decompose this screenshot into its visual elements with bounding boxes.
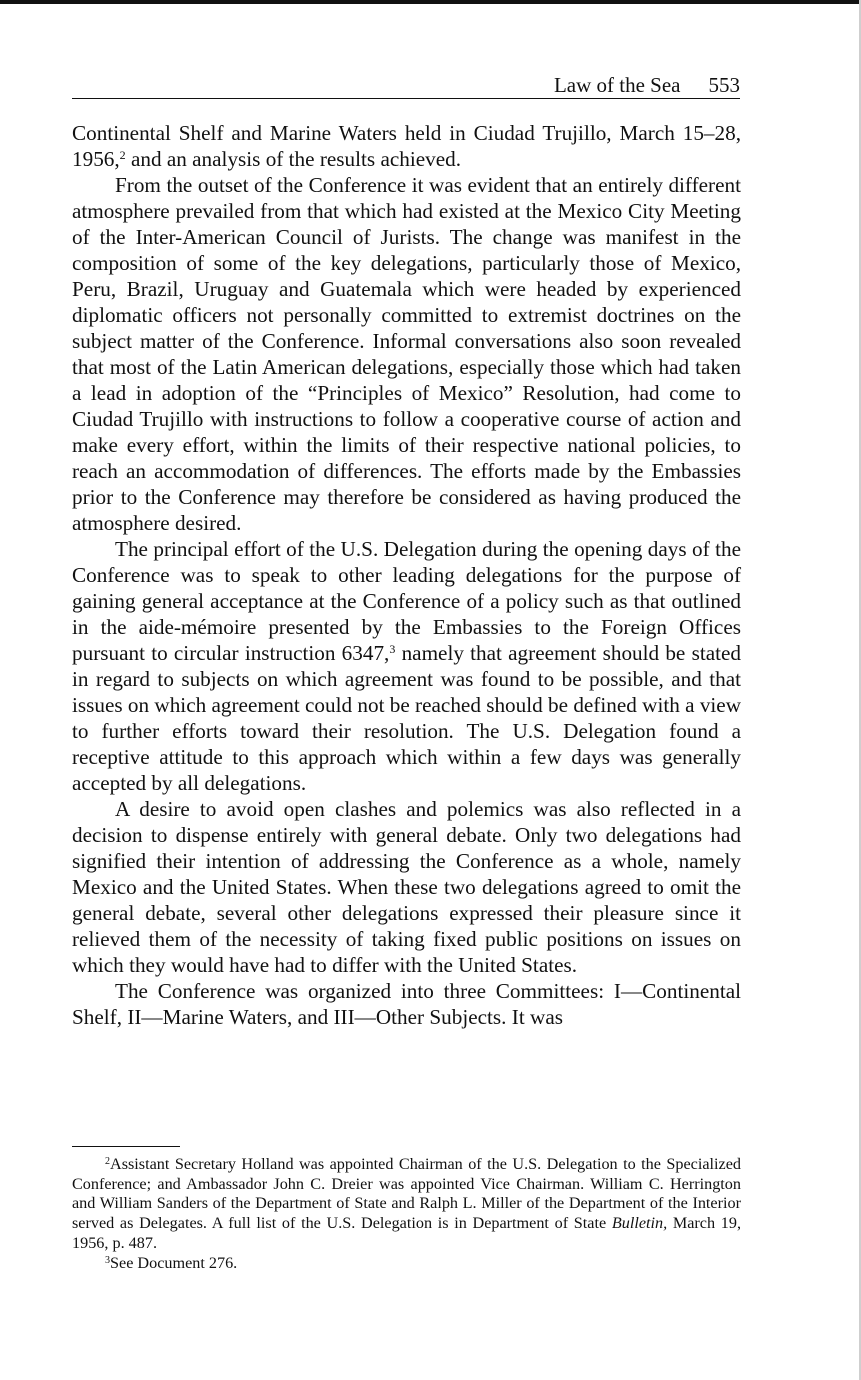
footnote-text: March 19, 1956, p. 487. bbox=[72, 1214, 742, 1252]
footnotes bbox=[72, 1155, 741, 1273]
body-text bbox=[72, 120, 741, 1030]
paragraph-committees: The Conference was organized into three Committees: I—Continental Shelf, II—Marine Waters, and III—Other Subjects. It was bbox=[72, 979, 741, 1029]
running-title: Law of the Sea bbox=[553, 73, 681, 97]
page-number: 553 bbox=[708, 73, 740, 97]
paragraph-text: Continental Shelf and Marine Waters held in Ciudad Trujillo, March 15–28, 1956, bbox=[72, 121, 741, 171]
footnote-3 bbox=[72, 1254, 741, 1274]
paragraph-general-debate: A desire to avoid open clashes and polemics was also reflected in a decision to dispense entirely with general debate. Only two delegations had signified their intention of addressing the Conference as a whole, namely Mexico and the United States. When these two delegations agreed to omit the general debate, several other delegations expressed their pleasure since it relieved them of the necessity of taking fixed public positions on issues on which they would have had to differ with the United States. bbox=[72, 797, 741, 977]
paragraph-continuation bbox=[72, 120, 741, 172]
paragraph-text: namely that agreement should be stated in regard to subjects on which agreement was found to be possible, and that issues on which agreement could not be reached should be defined with a view to further efforts toward their resolution. The U.S. Delegation found a receptive attitude to this approach which within a few days was generally accepted by all delegations. bbox=[72, 641, 741, 795]
footnote-ref-3[interactable]: 3 bbox=[389, 642, 396, 656]
publication-title: Bulletin, bbox=[611, 1214, 668, 1233]
footnote-2 bbox=[72, 1155, 741, 1254]
paragraph-us-delegation-effort bbox=[72, 536, 741, 796]
footnote-text: Assistant Secretary Holland was appointed Chairman of the U.S. Delegation to the Specialized Conference; and Ambassador John C. Dreier was appointed Vice Chairman. William C. Herrington and William Sanders of the Department of State and Ralph L. Miller of the Department of the Interior served as Delegates. A full list of the U.S. Delegation is in Department of State bbox=[72, 1155, 741, 1233]
footnote-text: See Document 276. bbox=[110, 1253, 238, 1272]
paragraph-conference-atmosphere: From the outset of the Conference it was evident that an entirely different atmosphere prevailed from that which had existed at the Mexico City Meeting of the Inter-American Council of Jurists. The change was manifest in the composition of some of the key delegations, particularly those of Mexico, Peru, Brazil, Uruguay and Guatemala which were headed by experienced diplomatic officers not personally committed to extremist doctrines on the subject matter of the Conference. Informal conversations also soon revealed that most of the Latin American delegations, especially those which had taken a lead in adoption of the “Principles of Mexico” Resolution, had come to Ciudad Trujillo with instructions to follow a cooperative course of action and make every effort, within the limits of their respective national policies, to reach an accommodation of differences. The efforts made by the Embassies prior to the Conference may therefore be considered as having produced the atmosphere desired. bbox=[72, 173, 741, 535]
footnote-separator bbox=[72, 1146, 180, 1147]
paragraph-text: The principal effort of the U.S. Delegation during the opening days of the Conference was to speak to other leading delegations for the purpose of gaining general acceptance at the Conference of a policy such as that outlined in the aide-mémoire presented by the Embassies to the Foreign Offices pursuant to circular instruction 6347, bbox=[72, 537, 741, 665]
footnote-marker: 3 bbox=[105, 1254, 110, 1266]
paragraph-text: and an analysis of the results achieved. bbox=[125, 147, 462, 171]
footnote-marker: 2 bbox=[105, 1156, 110, 1167]
running-header bbox=[72, 72, 740, 99]
footnote-ref-2[interactable]: 2 bbox=[119, 148, 126, 162]
top-border-rule bbox=[0, 0, 861, 4]
